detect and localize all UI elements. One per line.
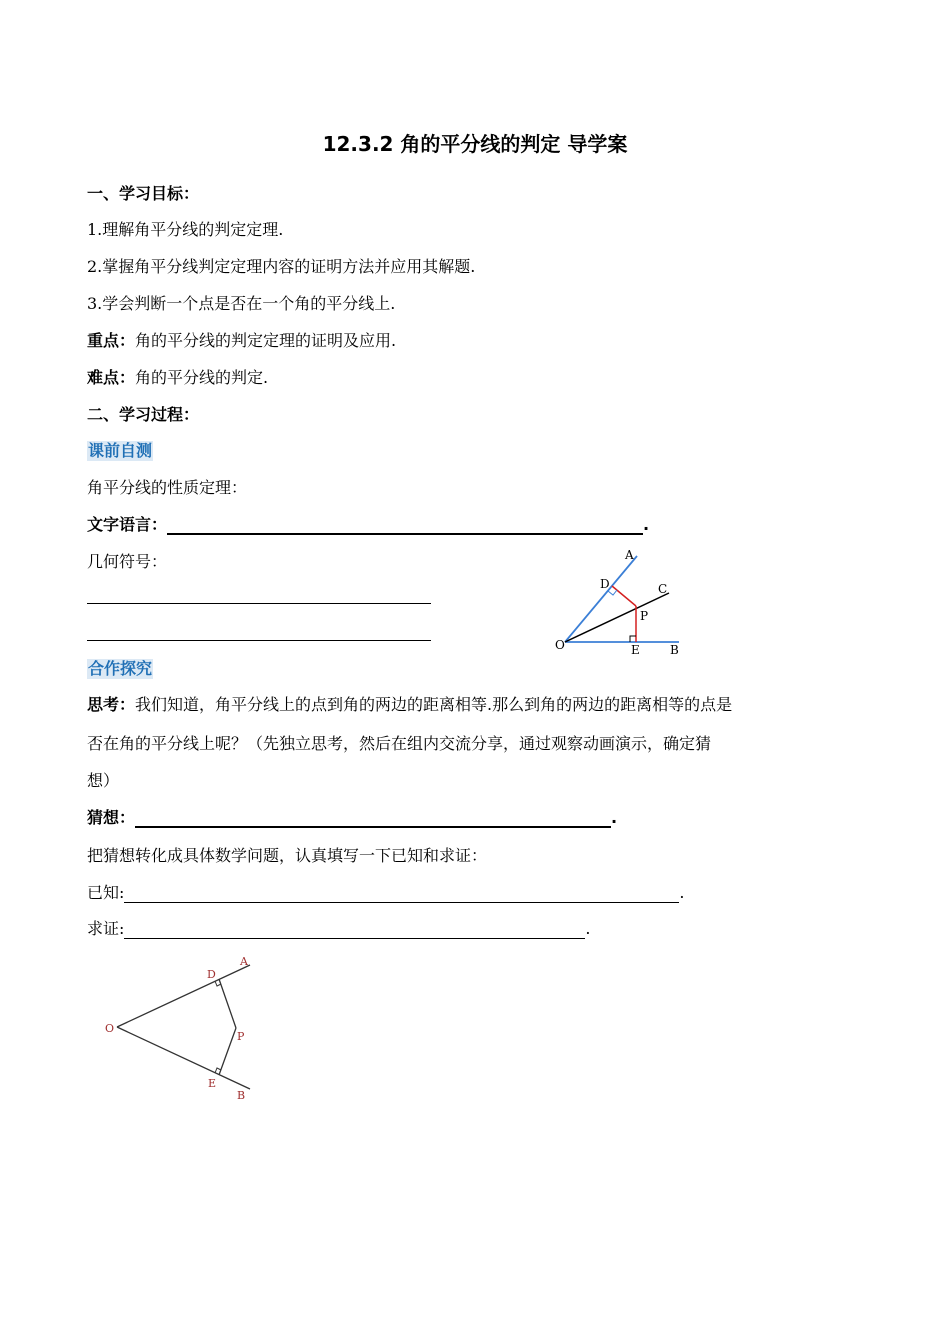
geometry-blank-2[interactable] bbox=[87, 640, 431, 641]
label-e: E bbox=[631, 643, 640, 657]
text-language-label: 文字语言： bbox=[87, 515, 168, 534]
prove-blank[interactable] bbox=[124, 922, 585, 939]
text-language-row bbox=[87, 515, 649, 535]
label-c: C bbox=[658, 582, 668, 596]
label-p: P bbox=[237, 1030, 245, 1043]
known-row bbox=[87, 883, 685, 903]
guess-row bbox=[87, 808, 617, 828]
segment-pd bbox=[219, 979, 236, 1028]
pre-test-tag: 课前自测 bbox=[88, 441, 153, 460]
think-text-1: 我们知道，角平分线上的点到角的两边的距离相等.那么到角的两边的距离相等的点是 bbox=[135, 695, 733, 714]
section-heading-goals: 一、学习目标： bbox=[87, 184, 200, 203]
difficulty-text: 角的平分线的判定. bbox=[135, 368, 269, 387]
convert-line: 把猜想转化成具体数学问题，认真填写一下已知和求证： bbox=[87, 846, 488, 865]
right-angle-mark-e bbox=[630, 636, 636, 642]
known-label: 已知: bbox=[87, 883, 125, 902]
label-o: O bbox=[555, 638, 565, 652]
page-title: 12.3.2 角的平分线的判定 导学案 bbox=[322, 132, 628, 156]
label-d: D bbox=[207, 968, 216, 981]
geometry-symbol-label: 几何符号： bbox=[87, 552, 168, 571]
pre-test-tag-row bbox=[87, 441, 153, 461]
ray-oc bbox=[565, 593, 669, 642]
guess-period: . bbox=[611, 808, 618, 827]
ray-oa bbox=[565, 556, 637, 642]
difficulty-point bbox=[87, 368, 268, 388]
section-heading-process: 二、学习过程： bbox=[87, 405, 200, 424]
known-period: . bbox=[679, 883, 685, 902]
prove-label: 求证: bbox=[87, 919, 125, 938]
goal-item: 1.理解角平分线的判定定理. bbox=[87, 220, 284, 239]
ray-ob bbox=[117, 1027, 250, 1089]
figure-angle-bisector-converse bbox=[95, 950, 265, 1110]
guess-label: 猜想： bbox=[87, 808, 136, 827]
ray-oa bbox=[117, 965, 250, 1027]
prove-row bbox=[87, 919, 591, 939]
text-language-period: . bbox=[643, 515, 650, 534]
label-e: E bbox=[208, 1077, 217, 1090]
goal-item: 2.掌握角平分线判定定理内容的证明方法并应用其解题. bbox=[87, 257, 476, 276]
key-point-label: 重点： bbox=[87, 331, 136, 350]
key-point bbox=[87, 331, 396, 351]
label-p: P bbox=[640, 609, 649, 623]
figure-angle-bisector-property bbox=[545, 540, 695, 660]
segment-pe bbox=[219, 1028, 236, 1075]
label-a: A bbox=[625, 548, 634, 562]
label-a: A bbox=[240, 955, 248, 968]
known-blank[interactable] bbox=[124, 886, 679, 903]
think-line-1 bbox=[87, 695, 732, 715]
cooperation-tag: 合作探究 bbox=[88, 659, 153, 678]
goal-item: 3.学会判断一个点是否在一个角的平分线上. bbox=[87, 294, 396, 313]
difficulty-label: 难点： bbox=[87, 368, 136, 387]
geometry-blank-1[interactable] bbox=[87, 603, 431, 604]
prove-period: . bbox=[585, 919, 591, 938]
label-b: B bbox=[237, 1089, 246, 1102]
text-language-blank[interactable] bbox=[167, 517, 643, 535]
segment-pd bbox=[612, 586, 636, 606]
property-line: 角平分线的性质定理： bbox=[87, 478, 248, 497]
label-b: B bbox=[670, 643, 679, 657]
think-line-3: 想） bbox=[87, 771, 120, 790]
label-d: D bbox=[600, 577, 610, 591]
guess-blank[interactable] bbox=[135, 810, 611, 828]
label-o: O bbox=[105, 1022, 115, 1035]
cooperation-tag-row bbox=[87, 659, 153, 679]
think-label: 思考： bbox=[87, 695, 136, 714]
think-line-2: 否在角的平分线上呢？（先独立思考，然后在组内交流分享，通过观察动画演示，确定猜 bbox=[87, 734, 712, 753]
key-point-text: 角的平分线的判定定理的证明及应用. bbox=[135, 331, 397, 350]
